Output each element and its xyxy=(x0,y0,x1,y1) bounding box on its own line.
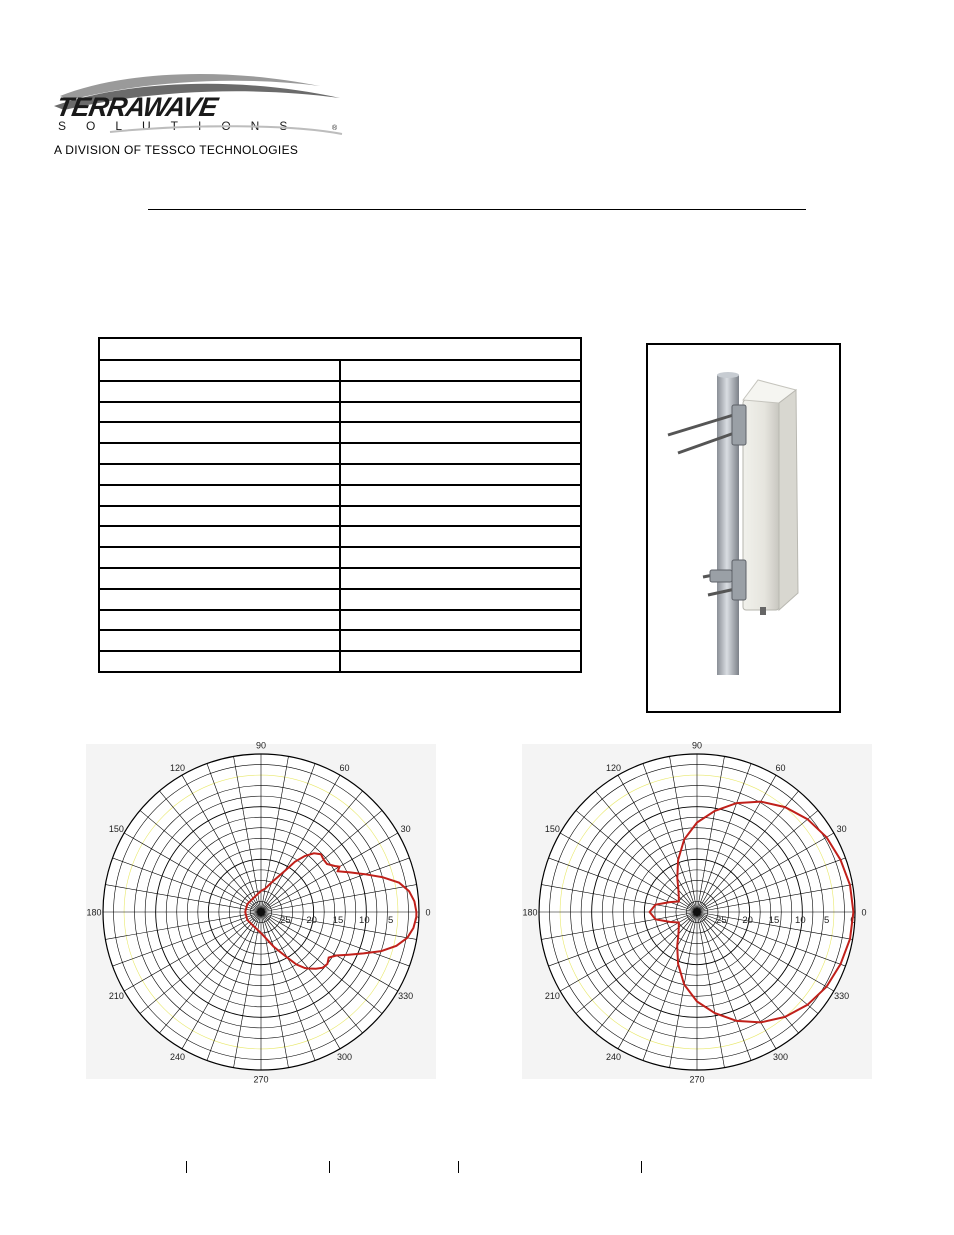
logo-brand-sub: SOLUTIONS xyxy=(58,119,308,133)
polar-angle-label: 150 xyxy=(544,824,560,834)
table-cell xyxy=(340,443,581,464)
table-cell xyxy=(99,338,581,360)
table-cell xyxy=(340,381,581,402)
table-cell xyxy=(99,610,340,631)
table-cell xyxy=(340,547,581,568)
footer-divider xyxy=(641,1161,642,1173)
table-row xyxy=(99,589,581,610)
table-cell xyxy=(340,485,581,506)
polar-radial-label: 5 xyxy=(388,915,394,926)
polar-angle-label: 60 xyxy=(775,762,786,773)
footer-divider xyxy=(458,1161,459,1173)
table-cell xyxy=(99,402,340,423)
polar-angle-label: 60 xyxy=(339,762,350,773)
polar-angle-label: 0 xyxy=(861,907,867,918)
polar-center xyxy=(257,908,265,916)
table-cell xyxy=(340,402,581,423)
table-row xyxy=(99,485,581,506)
table-row xyxy=(99,630,581,651)
polar-angle-label: 300 xyxy=(772,1052,789,1063)
table-cell xyxy=(99,443,340,464)
header-rule xyxy=(148,209,806,210)
specification-table xyxy=(98,337,582,673)
polar-angle-label: 210 xyxy=(108,991,124,1001)
table-row xyxy=(99,547,581,568)
table-row xyxy=(99,651,581,672)
polar-radial-label: 5 xyxy=(824,915,830,926)
polar-angle-label: 240 xyxy=(605,1052,622,1063)
table-cell xyxy=(340,630,581,651)
table-cell xyxy=(99,526,340,547)
polar-angle-label: 30 xyxy=(836,824,847,834)
polar-angle-label: 330 xyxy=(834,991,850,1001)
table-cell xyxy=(99,422,340,443)
table-cell xyxy=(340,610,581,631)
polar-radial-label: 0 xyxy=(414,915,420,926)
table-row xyxy=(99,506,581,527)
table-cell xyxy=(340,568,581,589)
polar-angle-label: 240 xyxy=(169,1052,186,1063)
antenna-product-photo xyxy=(646,343,841,713)
polar-radial-label: 20 xyxy=(306,915,317,926)
table-row xyxy=(99,422,581,443)
table-row xyxy=(99,568,581,589)
logo-brand-name: TERRAWAVE xyxy=(54,91,220,122)
polar-radial-label: 20 xyxy=(742,915,753,926)
polar-angle-label: 180 xyxy=(86,907,102,918)
table-row xyxy=(99,360,581,381)
polar-radial-label: 0 xyxy=(850,915,856,926)
table-cell xyxy=(99,485,340,506)
polar-radial-label: 15 xyxy=(768,915,780,926)
table-cell xyxy=(340,589,581,610)
table-cell xyxy=(99,589,340,610)
table-cell xyxy=(99,547,340,568)
table-cell xyxy=(340,360,581,381)
polar-radial-label: 10 xyxy=(795,915,806,926)
table-row xyxy=(99,464,581,485)
table-cell xyxy=(99,568,340,589)
svg-text:®: ® xyxy=(332,125,338,132)
table-cell xyxy=(340,506,581,527)
polar-angle-label: 150 xyxy=(108,824,124,834)
polar-center xyxy=(693,908,701,916)
table-cell xyxy=(99,651,340,672)
polar-angle-label: 270 xyxy=(689,1074,705,1085)
table-row xyxy=(99,402,581,423)
polar-angle-label: 300 xyxy=(336,1052,353,1063)
polar-angle-label: 270 xyxy=(253,1074,269,1085)
table-header-row xyxy=(99,338,581,360)
table-cell xyxy=(340,422,581,443)
table-cell xyxy=(340,526,581,547)
table-cell xyxy=(99,464,340,485)
polar-angle-label: 210 xyxy=(544,991,560,1001)
table-row xyxy=(99,610,581,631)
polar-angle-label: 30 xyxy=(400,824,411,834)
polar-angle-label: 330 xyxy=(398,991,414,1001)
polar-angle-label: 90 xyxy=(255,740,267,751)
polar-angle-label: 90 xyxy=(691,740,703,751)
radiation-pattern-chart-left xyxy=(86,740,436,1085)
polar-angle-label: 180 xyxy=(522,907,538,918)
footer-divider xyxy=(186,1161,187,1173)
table-row xyxy=(99,381,581,402)
logo-tagline: A DIVISION OF TESSCO TECHNOLOGIES xyxy=(54,143,299,157)
table-cell xyxy=(99,360,340,381)
polar-radial-label: 25 xyxy=(716,915,727,926)
radiation-pattern-chart-right xyxy=(522,740,872,1085)
polar-radial-label: 10 xyxy=(359,915,370,926)
polar-angle-label: 0 xyxy=(425,907,431,918)
table-row xyxy=(99,443,581,464)
polar-radial-label: 25 xyxy=(280,915,291,926)
table-cell xyxy=(99,506,340,527)
table-row xyxy=(99,526,581,547)
antenna-illustration xyxy=(648,345,839,711)
polar-angle-label: 120 xyxy=(605,762,622,773)
polar-radial-label: 15 xyxy=(332,915,344,926)
polar-angle-label: 120 xyxy=(169,762,186,773)
table-cell xyxy=(340,464,581,485)
table-cell xyxy=(99,630,340,651)
table-cell xyxy=(340,651,581,672)
footer-divider xyxy=(329,1161,330,1173)
table-cell xyxy=(99,381,340,402)
